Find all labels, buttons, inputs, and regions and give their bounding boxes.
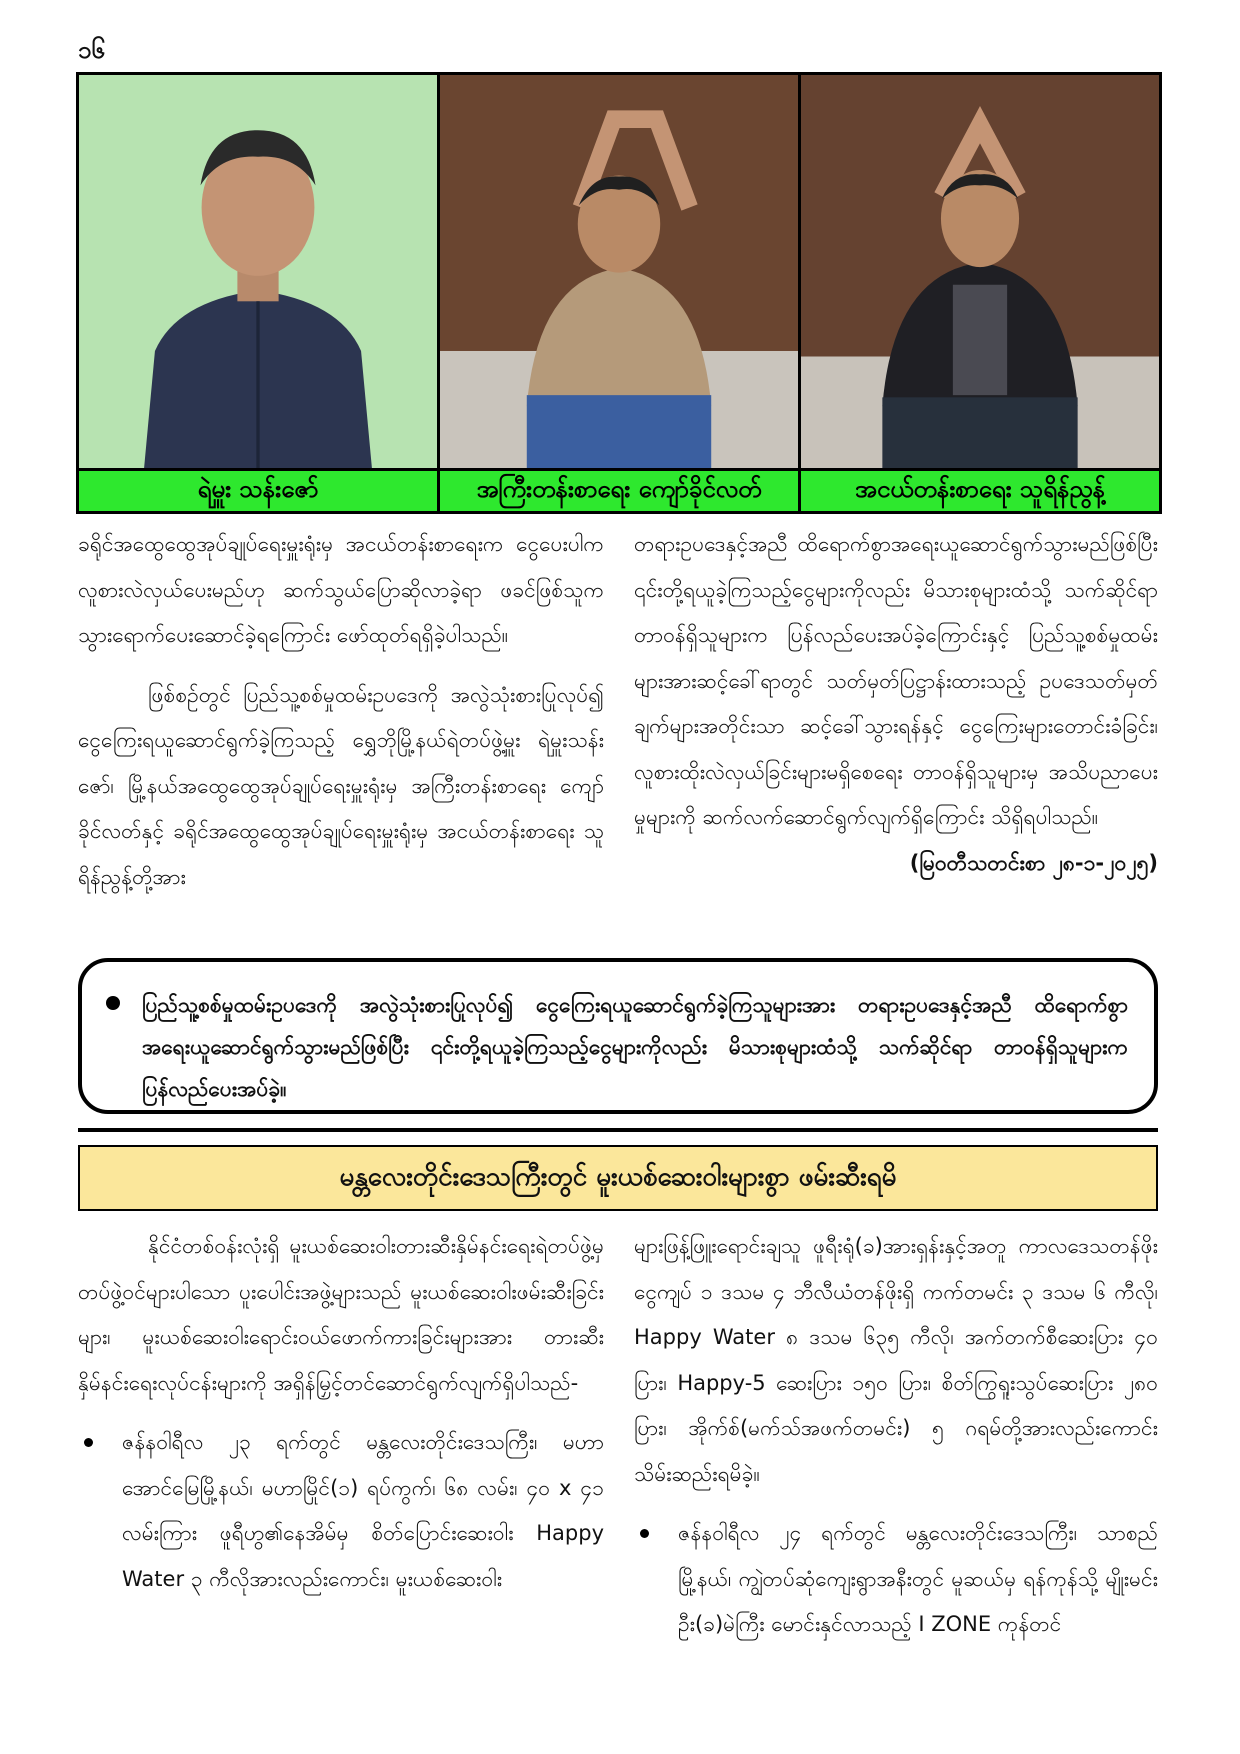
photo-caption: အကြီးတန်းစာရေး ကျော်ခိုင်လတ်	[440, 468, 798, 511]
portrait-image	[79, 75, 437, 468]
article1-paragraph: ခရိုင်အထွေထွေအုပ်ချုပ်ရေးမှူးရုံးမှ အငယ်တန်းစာရေးက ငွေပေးပါက လူစားလဲလှယ်ပေးမည်ဟု ဆက်သွယ်ပြောဆိုလာခဲ့ရာ ဖခင်ဖြစ်သူက သွားရောက်ပေးဆောင်ခဲ့ရကြောင်း ဖော်ထုတ်ရရှိခဲ့ပါသည်။	[78, 532, 604, 647]
bullet-icon	[106, 996, 120, 1010]
list-item	[78, 1420, 604, 1602]
photo-caption: ရဲမှူး သန်းဇော်	[79, 468, 437, 511]
list-item-text: ဇန်နဝါရီလ ၂၃ ရက်တွင် မန္တလေးတိုင်းဒေသကြီး၊ မဟာအောင်မြေမြို့နယ်၊ မဟာမြိုင်(၁) ရပ်ကွက်၊ ၆၈ လမ်း၊ ၄၀ x ၄၁ လမ်းကြား ဖူရီဟွ၏နေအိမ်မှ စိတ်ပြောင်းဆေးဝါး Happy Water ၃ ကီလိုအားလည်းကောင်း၊ မူးယစ်ဆေးဝါး	[122, 1430, 604, 1591]
article1-right-column	[634, 522, 1158, 886]
article2-paragraph: များဖြန့်ဖြူးရောင်းချသူ ဖူရီးရုံ(ခ)အားရှန်းနှင့်အတူ ကာလဒေသတန်ဖိုးငွေကျပ် ၁ ဒသမ ၄ ဘီလီယံတန်ဖိုးရှိ ကက်တမင်း ၃ ဒသမ ၆ ကီလို၊ Happy Water ၈ ဒသမ ၆၃၅ ကီလို၊ အက်တက်စီဆေးပြား ၄၀ ပြား၊ Happy-5 ဆေးပြား ၁၅၀ ပြား၊ စိတ်ကြွရူးသွပ်ဆေးပြား ၂၈၀ ပြား၊ အိုက်စ်(မက်သ်အဖက်တမင်း) ၅ ဂရမ်တို့အားလည်းကောင်း သိမ်းဆည်းရမိခဲ့။	[634, 1234, 1158, 1486]
person-silhouette-icon	[440, 75, 798, 468]
article1-paragraph: ဖြစ်စဉ်တွင် ပြည်သူ့စစ်မှုထမ်းဥပဒေကို အလွဲသုံးစားပြုလုပ်၍ ငွေကြေးရယူဆောင်ရွက်ခဲ့ကြသည့် ရွှေဘိုမြို့နယ်ရဲတပ်ဖွဲ့မှူး ရဲမှူးသန်းဇော်၊ မြို့နယ်အထွေထွေအုပ်ချုပ်ရေးမှူးရုံးမှ အကြီးတန်းစာရေး ကျော်ခိုင်လတ်နှင့် ခရိုင်အထွေထွေအုပ်ချုပ်ရေးမှူးရုံးမှ အငယ်တန်းစာရေး သူရိန်ညွန့်တို့အား	[78, 682, 604, 889]
section-divider	[78, 1128, 1158, 1132]
article2-headline: မန္တလေးတိုင်းဒေသကြီးတွင် မူးယစ်ဆေးဝါးများစွာ ဖမ်းဆီးရမိ	[78, 1145, 1158, 1211]
bullet-icon	[640, 1529, 649, 1538]
bullet-icon	[84, 1438, 93, 1447]
photo-junior-clerk	[801, 75, 1159, 511]
photo-senior-clerk	[440, 75, 798, 511]
article1-paragraph: တရားဥပဒေနှင့်အညီ ထိရောက်စွာအရေးယူဆောင်ရွက်သွားမည်ဖြစ်ပြီး ၎င်းတို့ရယူခဲ့ကြသည့်ငွေများကိုလည်း မိသားစုများထံသို့ သက်ဆိုင်ရာတာဝန်ရှိသူများက ပြန်လည်ပေးအပ်ခဲ့ကြောင်းနှင့် ပြည်သူ့စစ်မှုထမ်းများအားဆင့်ခေါ်ရာတွင် သတ်မှတ်ပြဋ္ဌာန်းထားသည့် ဥပဒေသတ်မှတ်ချက်များအတိုင်းသာ ဆင့်ခေါ်သွားရန်နှင့် ငွေကြေးများတောင်းခံခြင်း၊ လူစားထိုးလဲလှယ်ခြင်းများမရှိစေရေး တာဝန်ရှိသူများမှ အသိပညာပေးမှုများကို ဆက်လက်ဆောင်ရွက်လျက်ရှိကြောင်း သိရှိရပါသည်။	[634, 532, 1158, 829]
highlight-text: ပြည်သူ့စစ်မှုထမ်းဥပဒေကို အလွဲသုံးစားပြုလုပ်၍ ငွေကြေးရယူဆောင်ရွက်ခဲ့ကြသူများအား တရားဥပဒေနှင့်အညီ ထိရောက်စွာအရေးယူဆောင်ရွက်သွားမည်ဖြစ်ပြီး ၎င်းတို့ရယူခဲ့ကြသည့်ငွေများကိုလည်း မိသားစုများထံသို့ သက်ဆိုင်ရာ တာဝန်ရှိသူများက ပြန်လည်ပေးအပ်ခဲ့။	[142, 993, 1128, 1101]
photo-caption: အငယ်တန်းစာရေး သူရိန်ညွန့်	[801, 468, 1159, 511]
highlight-box	[78, 958, 1158, 1114]
article2-right-column	[634, 1224, 1158, 1648]
portrait-image	[440, 75, 798, 468]
person-silhouette-icon	[79, 75, 437, 468]
article2-paragraph: နိုင်ငံတစ်ဝန်းလုံးရှိ မူးယစ်ဆေးဝါးတားဆီးနှိမ်နင်းရေးရဲတပ်ဖွဲ့မှ တပ်ဖွဲ့ဝင်များပါသော ပူးပေါင်းအဖွဲ့များသည် မူးယစ်ဆေးဝါးဖမ်းဆီးခြင်းများ၊ မူးယစ်ဆေးဝါးရောင်းဝယ်ဖောက်ကားခြင်းများအား တားဆီးနှိမ်နင်းရေးလုပ်ငန်းများကို အရှိန်မြှင့်တင်ဆောင်ရွက်လျက်ရှိပါသည်-	[78, 1234, 604, 1395]
article1-left-column	[78, 522, 604, 900]
list-item-text: ဇန်နဝါရီလ ၂၄ ရက်တွင် မန္တလေးတိုင်းဒေသကြီး၊ သာစည်မြို့နယ်၊ ကျွဲတပ်ဆုံကျေးရွာအနီးတွင် မူဆယ်မှ ရန်ကုန်သို့ မျိုးမင်းဦး(ခ)မဲကြီး မောင်းနှင်လာသည့် I ZONE ကုန်တင်	[678, 1521, 1158, 1636]
list-item	[634, 1511, 1158, 1648]
page-number: ၁၆	[78, 36, 105, 64]
article2-left-column	[78, 1224, 604, 1602]
source-credit: (မြဝတီသတင်းစာ ၂၈-၁-၂၀၂၅)	[909, 850, 1158, 875]
person-silhouette-icon	[801, 75, 1159, 468]
photo-strip	[76, 72, 1162, 514]
photo-police-officer	[79, 75, 437, 511]
portrait-image	[801, 75, 1159, 468]
